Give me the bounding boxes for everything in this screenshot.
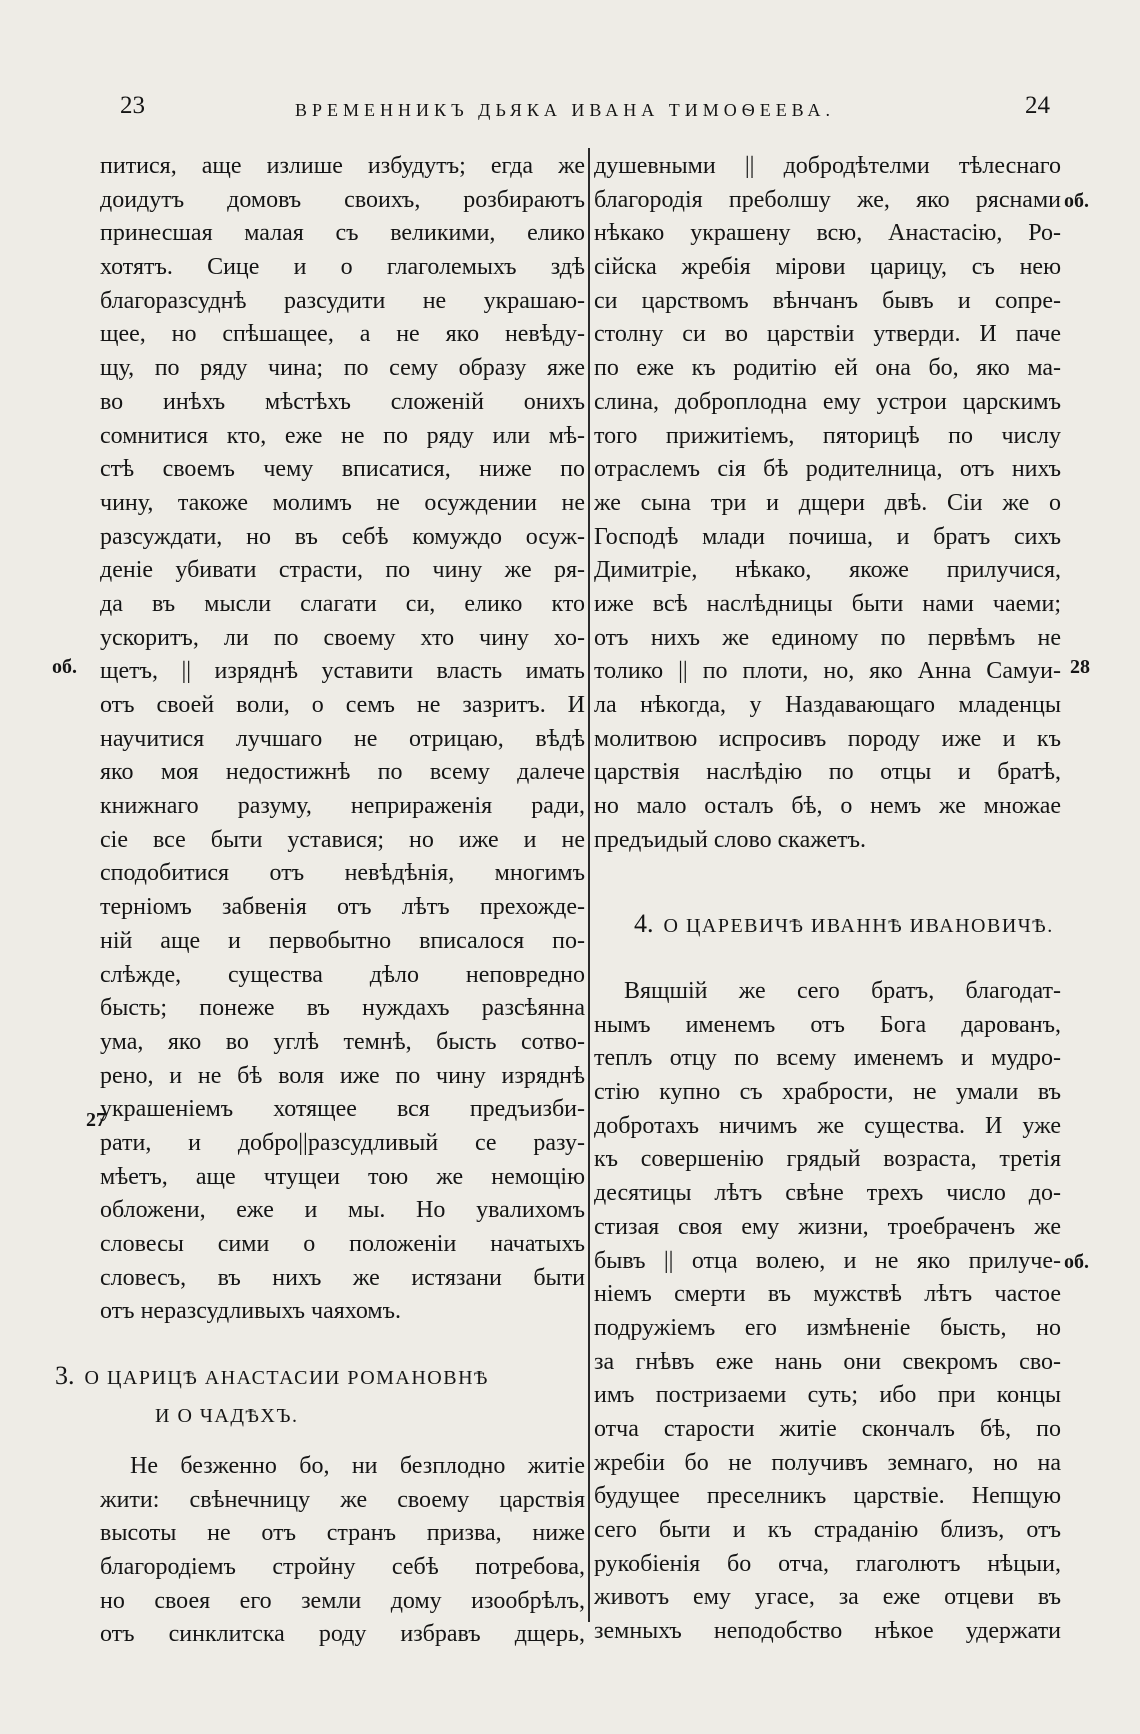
text-line: душевными || добродѣтелми тѣлеснаго [594, 153, 1061, 179]
text-line: нымъ именемъ отъ Бога дарованъ, [594, 1011, 1061, 1038]
text-line: стѣ своемъ чему вписатися, ниже по [100, 456, 585, 483]
text-line: словесъ, въ нихъ же истязани быти [100, 1264, 585, 1291]
text-line: добротахъ ничимъ же существа. И уже [594, 1112, 1061, 1139]
text-line: ускоритъ, ли по своему хто чину хо- [100, 624, 585, 651]
text-line: молитвою испросивъ породу иже и къ [594, 725, 1061, 752]
text-line: рено, и не бѣ воля иже по чину изряднѣ [100, 1062, 585, 1089]
section-3-title-line2: И О ЧАДѢХЪ. [155, 1405, 299, 1427]
section-4-title: О ЦАРЕВИЧѢ ИВАННѢ ИВАНОВИЧѢ. [663, 915, 1054, 937]
left-page-number: 23 [120, 92, 145, 119]
text-line: сомнитися кто, еже не по ряду или мѣ- [100, 422, 585, 449]
text-line: къ совершенію грядый возраста, третія [594, 1146, 1061, 1173]
text-line: ума, яко во углѣ темнѣ, бысть сотво- [100, 1028, 585, 1055]
margin-note-ob: об. [1064, 190, 1089, 212]
text-line: научитися лучшаго не отрицаю, вѣдѣ [100, 725, 585, 752]
text-line: бывъ || отца волею, и не яко прилуче- [594, 1247, 1061, 1274]
section-3-title-line1: О ЦАРИЦѢ АНАСТАСИИ РОМАНОВНѢ [84, 1367, 489, 1389]
text-line: высоты не отъ странъ призва, ниже [100, 1520, 585, 1547]
text-line: мѣетъ, аще чтущеи тою же немощію [100, 1163, 585, 1190]
text-line: стію купно съ храбрости, не умали въ [594, 1079, 1061, 1106]
text-line: сего быти и къ страданію близъ, отъ [594, 1517, 1061, 1543]
text-line: толико || по плоти, но, яко Анна Самуи- [594, 658, 1061, 685]
text-line: питися, аще излише избудутъ; егда же [100, 153, 585, 179]
text-line: отъ нихъ же единому по первѣмъ не [594, 624, 1061, 651]
text-line: слина, доброплодна ему устрои царскимъ [594, 388, 1061, 415]
margin-note-27: 27 [86, 1109, 106, 1131]
text-line: бысть; понеже въ нуждахъ разсѣянна [100, 995, 585, 1022]
running-title: ВРЕМЕННИКЪ ДЬЯКА ИВАНА ТИМОѲЕЕВА. [294, 100, 836, 120]
text-line: за гнѣвъ еже нань они свекромъ сво- [594, 1348, 1061, 1375]
text-line: ла нѣкогда, у Наздавающаго младенцы [594, 692, 1061, 718]
text-line: будущее преселникъ царствіе. Непщую [594, 1483, 1061, 1510]
text-line: Вящшій же сего братъ, благодат- [624, 978, 1061, 1004]
text-line: отча старости житіе скончалъ бѣ, по [594, 1415, 1061, 1442]
text-line: того прижитіемъ, пяторицѣ по числу [594, 422, 1061, 449]
text-line: благородіемъ стройну себѣ потребова, [100, 1554, 585, 1581]
text-line: чину, такоже молимъ не осуждении не [100, 489, 585, 516]
text-line: имъ постризаеми суть; ибо при концы [594, 1382, 1061, 1409]
text-line: доидутъ домовъ своихъ, розбираютъ [100, 186, 585, 213]
text-line: во инѣхъ мѣстѣхъ сложеній онихъ [100, 388, 585, 415]
section-3-text [100, 1450, 585, 1652]
text-line: животъ ему угасе, за еже отцеви въ [594, 1584, 1061, 1611]
text-line: Димитріе, нѣкако, якоже прилучися, [594, 557, 1061, 584]
text-line: терніомъ забвенія отъ лѣтъ прехожде- [100, 894, 585, 921]
text-line: столну си во царствіи утверди. И паче [594, 321, 1061, 348]
text-line: но мало осталъ бѣ, о немъ же множае [594, 793, 1061, 820]
text-line: отъ своей воли, о семъ не зазритъ. И [100, 692, 585, 718]
text-line: принесшая малая съ великими, елико [100, 220, 585, 247]
section-4-heading [634, 905, 1054, 945]
left-column [100, 150, 585, 1329]
text-line: сіе все быти уставися; но иже и не [100, 826, 585, 853]
text-line: разсуждати, но въ себѣ комуждо осуж- [100, 523, 585, 550]
text-line: отъ неразсудливыхъ чаяхомъ. [100, 1298, 402, 1325]
text-line: жити: свѣнечницу же своему царствія [100, 1486, 585, 1513]
text-line: хотятъ. Сице и о глаголемыхъ здѣ [100, 254, 585, 281]
text-line: благородія преболшу же, яко ряснами [594, 186, 1061, 213]
text-line: же сына три и дщери двѣ. Сіи же о [594, 489, 1061, 516]
text-line: предъидый слово скажетъ. [594, 826, 867, 853]
text-line: обложени, еже и мы. Но увалихомъ [100, 1197, 585, 1224]
text-line: земныхъ неподобство нѣкое удержати [594, 1618, 1061, 1645]
right-column [594, 150, 1061, 857]
text-line: по еже къ родитію ей она бо, яко ма- [594, 355, 1061, 382]
text-line: деніе убивати страсти, по чину же ря- [100, 557, 585, 584]
text-line: ніемъ смерти въ мужствѣ лѣтъ частое [594, 1281, 1061, 1308]
text-line: си царствомъ вѣнчанъ бывъ и сопре- [594, 287, 1061, 314]
right-page-number: 24 [1025, 92, 1050, 119]
text-line: Господѣ млади почиша, и братъ сихъ [594, 523, 1061, 550]
text-line: щее, но спѣшащее, а не яко невѣду- [100, 321, 585, 348]
text-line: ній аще и первобытно вписалося по- [100, 927, 585, 954]
margin-note-28: 28 [1070, 656, 1090, 678]
text-line: стизая своя ему жизни, троебраченъ же [594, 1213, 1061, 1240]
text-line: подружіемъ его измѣненіе бысть, но [594, 1314, 1061, 1341]
text-line: рукобіенія бо отча, глаголютъ нѣцыи, [594, 1550, 1061, 1577]
section-3-heading [55, 1357, 489, 1435]
text-line: Не безженно бо, ни безплодно житіе [130, 1453, 585, 1479]
text-line: иже всѣ наслѣдницы быти нами чаеми; [594, 590, 1061, 617]
text-line: слѣжде, существа дѣло неповредно [100, 961, 585, 988]
text-line: да въ мысли слагати си, елико кто [100, 590, 585, 617]
section-3-number: 3. [55, 1361, 75, 1390]
text-line: жребіи бо не получивъ земнаго, но на [594, 1449, 1061, 1476]
text-line: благоразсуднѣ разсудити не украшаю- [100, 287, 585, 314]
text-line: отраслемъ сія бѣ родителница, отъ нихъ [594, 456, 1061, 483]
text-line: сподобитися отъ невѣдѣнія, многимъ [100, 860, 585, 887]
column-divider [588, 148, 590, 1622]
text-line: сійска жребія мірови царицу, съ нею [594, 254, 1061, 281]
text-line: но своея его земли дому изообрѣлъ, [100, 1587, 585, 1614]
text-line: яко моя недостижнѣ по всему далече [100, 759, 585, 786]
margin-note-ob: об. [1064, 1251, 1089, 1273]
text-line: отъ синклитска роду избравъ дщерь, [100, 1621, 585, 1648]
page-header [80, 92, 1050, 132]
text-line: щетъ, || изряднѣ уставити власть имать [100, 658, 585, 685]
text-line: царствія наслѣдію по отцы и братѣ, [594, 759, 1061, 786]
text-line: теплъ отцу по всему именемъ и мудро- [594, 1045, 1061, 1072]
text-line: словесы сими о положеніи начатыхъ [100, 1231, 585, 1257]
text-line: нѣкако украшену всю, Анастасію, Ро- [594, 220, 1061, 247]
text-line: щу, по ряду чина; по сему образу яже [100, 355, 585, 382]
text-line: украшеніемъ хотящее вся предъизби- [100, 1096, 585, 1123]
section-4-number: 4. [634, 909, 654, 938]
text-line: книжнаго разуму, неприраженія ради, [100, 793, 585, 820]
section-4-text [594, 975, 1061, 1649]
text-line: десятицы лѣтъ свѣне трехъ число до- [594, 1180, 1061, 1207]
text-line: рати, и добро||разсудливый се разу- [100, 1129, 585, 1156]
margin-note-ob: об. [52, 656, 77, 678]
